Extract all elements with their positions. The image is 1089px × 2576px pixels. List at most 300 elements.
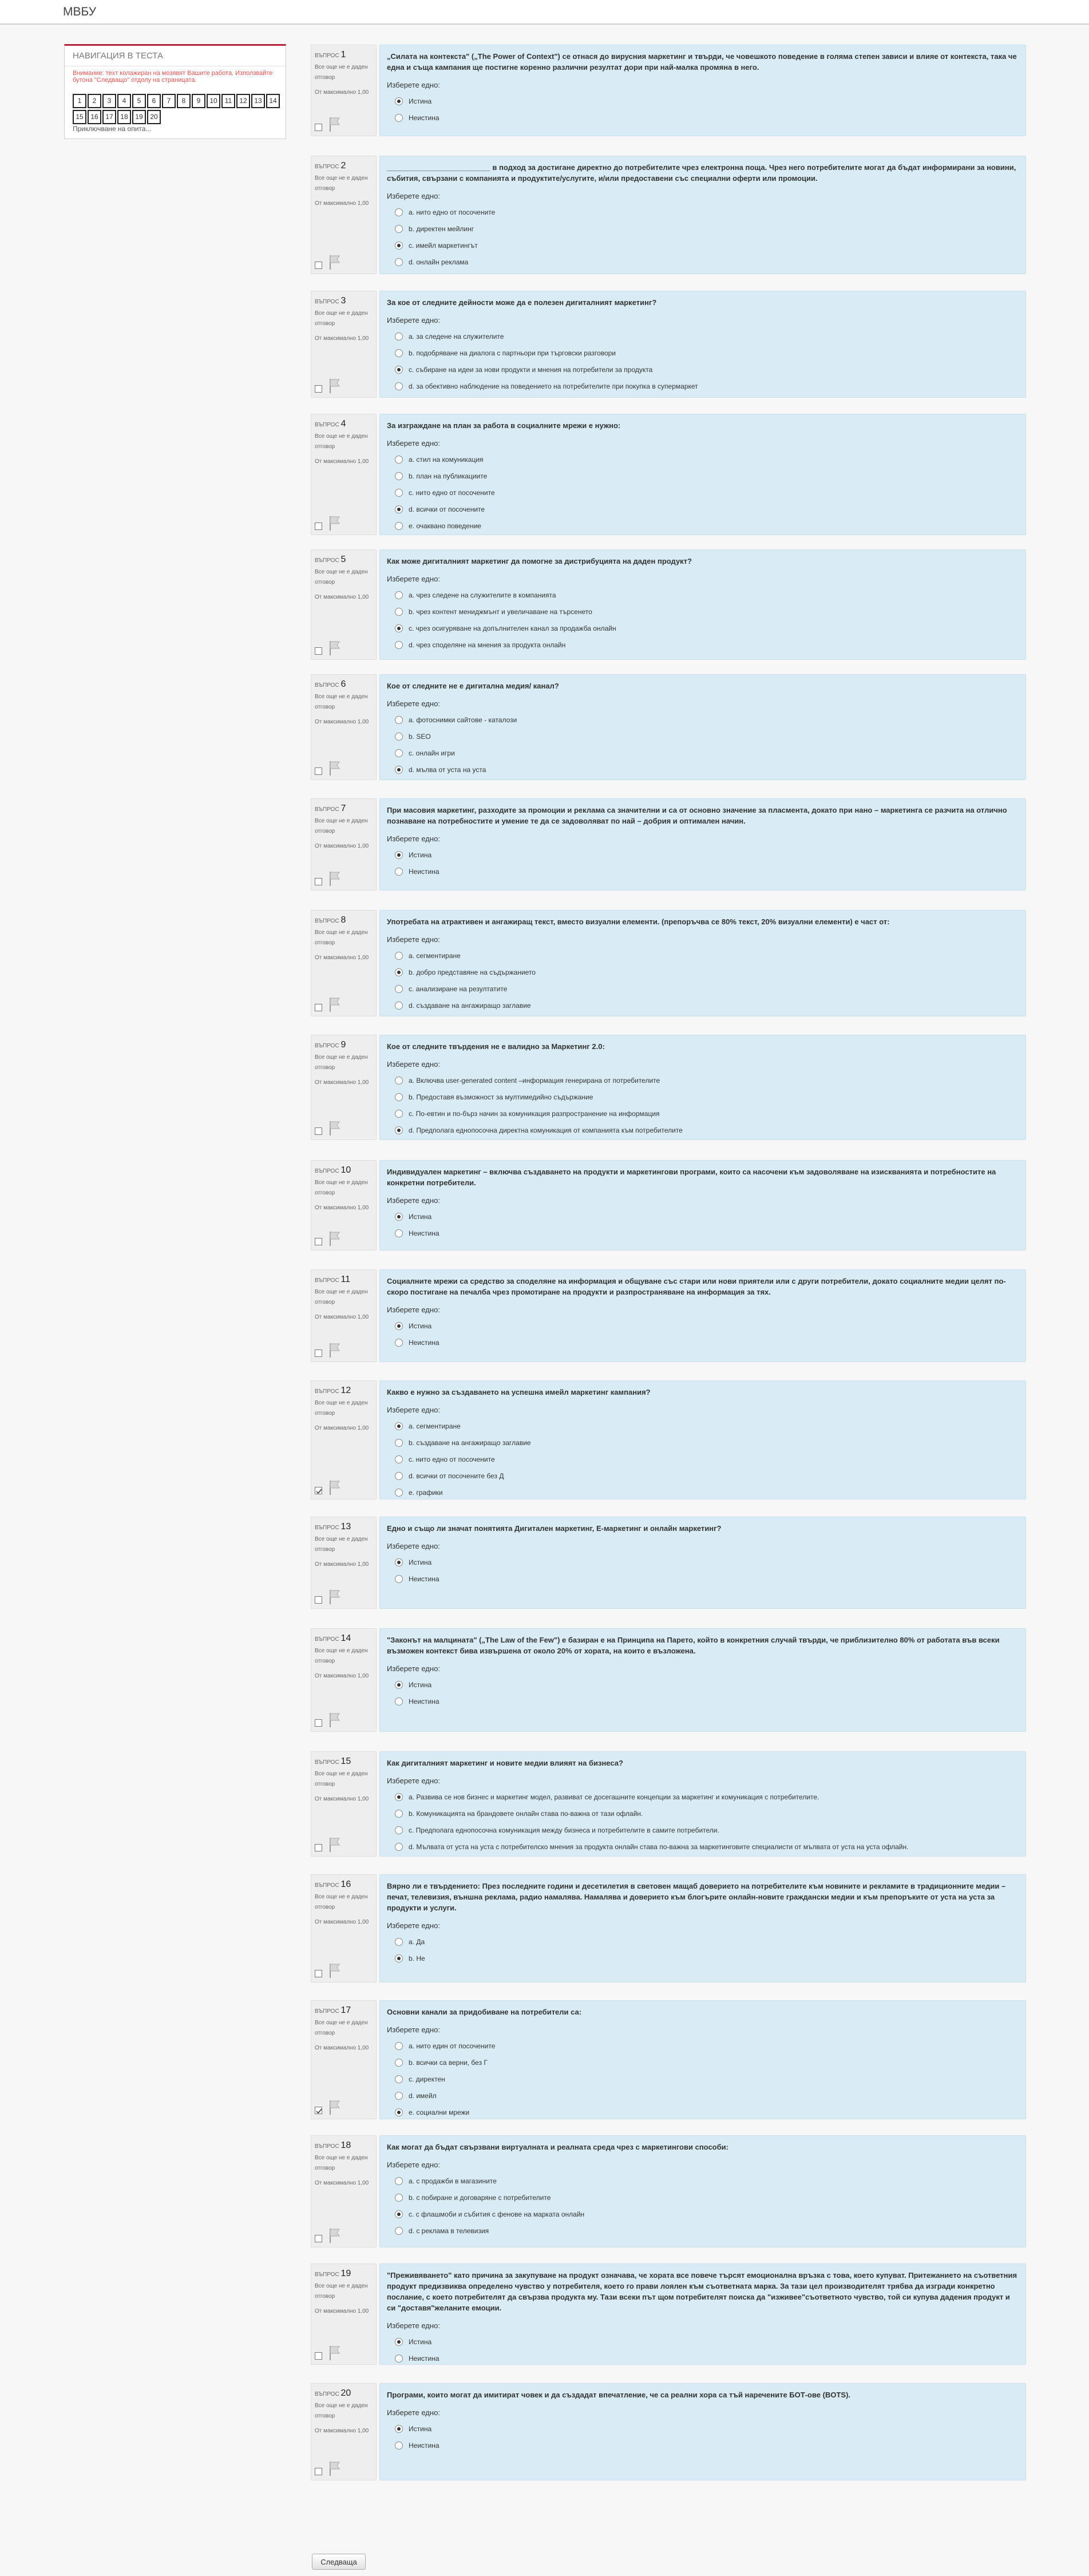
answer-label[interactable]: Неистина xyxy=(409,1338,439,1347)
answer-radio[interactable] xyxy=(395,225,403,233)
question-status: Все още не е даден отговор xyxy=(315,2283,368,2300)
answer-label[interactable]: a. чрез следене на служителите в компанията xyxy=(409,591,556,599)
answer-radio[interactable] xyxy=(395,333,403,341)
answer-list xyxy=(387,2333,1019,2367)
answer-label[interactable]: Неистина xyxy=(409,1229,439,1237)
answer-option[interactable] xyxy=(387,378,1019,394)
flag-icon[interactable] xyxy=(328,760,341,776)
question-nav-button[interactable]: 8 xyxy=(177,94,191,108)
flag-checkbox[interactable] xyxy=(315,385,322,393)
answer-option[interactable] xyxy=(387,1089,1019,1105)
question-nav-button[interactable]: 5 xyxy=(132,94,146,108)
answer-label[interactable]: c. чрез осигуряване на допълнителен канал за продажба онлайн xyxy=(409,624,616,632)
answer-radio[interactable] xyxy=(395,1002,403,1010)
answer-option[interactable] xyxy=(387,1072,1019,1089)
answer-option[interactable] xyxy=(387,1933,1019,1950)
flag-checkbox[interactable] xyxy=(315,1719,322,1727)
answer-option[interactable] xyxy=(387,1788,1019,1805)
answer-radio[interactable] xyxy=(395,1472,403,1480)
answer-option[interactable] xyxy=(387,1822,1019,1838)
flag-checkbox[interactable] xyxy=(315,2235,322,2242)
answer-label[interactable]: d. създаване на ангажиращо заглавие xyxy=(409,1001,531,1010)
answer-list xyxy=(387,947,1019,1014)
answer-radio[interactable] xyxy=(395,258,403,266)
question-max-grade: От максимално 1,00 xyxy=(315,89,369,96)
answer-option[interactable] xyxy=(387,328,1019,345)
answer-radio[interactable] xyxy=(395,208,403,216)
answer-option[interactable] xyxy=(387,745,1019,761)
answer-label[interactable]: d. с реклама в телевизия xyxy=(409,2226,489,2235)
answer-option[interactable] xyxy=(387,109,1019,126)
top-bar xyxy=(0,0,1089,25)
question-content xyxy=(379,2383,1026,2480)
flag-icon[interactable] xyxy=(328,254,341,270)
answer-option[interactable] xyxy=(387,2071,1019,2087)
site-brand[interactable]: МВБУ xyxy=(63,5,97,18)
answer-label[interactable]: c. анализиране на резултатите xyxy=(409,984,508,993)
answer-label[interactable]: b. директен мейлинг xyxy=(409,224,474,233)
flag-checkbox[interactable] xyxy=(315,1238,322,1245)
answer-option[interactable] xyxy=(387,863,1019,880)
answer-label[interactable]: b. план на публикациите xyxy=(409,472,488,480)
answer-label[interactable]: e. социални мрежи xyxy=(409,2108,470,2116)
finish-attempt-link[interactable]: Приключване на опита... xyxy=(73,125,152,133)
answer-radio[interactable] xyxy=(395,749,403,757)
answer-label[interactable]: a. за следене на служителите xyxy=(409,332,504,341)
answer-option[interactable] xyxy=(387,1418,1019,1434)
answer-radio[interactable] xyxy=(395,851,403,859)
answer-label[interactable]: Истина xyxy=(409,850,432,859)
question-nav-button[interactable]: 16 xyxy=(88,110,101,124)
question-max-grade: От максимално 1,00 xyxy=(315,200,369,207)
choose-prompt: Изберете едно: xyxy=(387,935,440,944)
answer-radio[interactable] xyxy=(395,1843,403,1851)
answer-list xyxy=(387,204,1019,270)
answer-label[interactable]: Неистина xyxy=(409,2441,439,2450)
flag-icon[interactable] xyxy=(328,1479,341,1495)
answer-radio[interactable] xyxy=(395,1681,403,1689)
answer-label[interactable]: d. имейл xyxy=(409,2091,437,2100)
choose-prompt: Изберете едно: xyxy=(387,575,440,583)
answer-option[interactable] xyxy=(387,254,1019,270)
question-nav-button[interactable]: 20 xyxy=(147,110,161,124)
answer-label[interactable]: Неистина xyxy=(409,1574,439,1583)
answer-option[interactable] xyxy=(387,2087,1019,2104)
answer-option[interactable] xyxy=(387,1208,1019,1225)
answer-option[interactable] xyxy=(387,761,1019,778)
answer-option[interactable] xyxy=(387,964,1019,980)
flag-icon[interactable] xyxy=(328,870,341,887)
answer-option[interactable] xyxy=(387,603,1019,620)
flag-checkbox[interactable] xyxy=(315,1487,322,1494)
answer-option[interactable] xyxy=(387,361,1019,378)
question-nav-button[interactable]: 18 xyxy=(117,110,131,124)
answer-option[interactable] xyxy=(387,1554,1019,1570)
answer-label[interactable]: d. Предполага еднопосочна директна комуникация от компанията към потребителите xyxy=(409,1126,683,1134)
answer-radio[interactable] xyxy=(395,1093,403,1101)
answer-radio[interactable] xyxy=(395,1339,403,1347)
question-text: Социалните мрежи са средство за споделяне на информация и общуване със стари или нови приятели или с други потребители, докато социалните медии целят по-скоро постигане на печалба чрез промотиране на продукти и разпространяване на информация за тях. xyxy=(387,1277,1006,1296)
flag-icon[interactable] xyxy=(328,1230,341,1247)
answer-label[interactable]: b. всички са верни, без Г xyxy=(409,2058,488,2067)
answer-radio[interactable] xyxy=(395,2355,403,2363)
flag-icon[interactable] xyxy=(328,2099,341,2115)
answer-radio[interactable] xyxy=(395,1954,403,1962)
answer-label[interactable]: Неистина xyxy=(409,1697,439,1706)
answer-option[interactable] xyxy=(387,1467,1019,1484)
question-nav-button[interactable]: 14 xyxy=(266,94,280,108)
answer-radio[interactable] xyxy=(395,1455,403,1463)
question-status: Все още не е даден отговор xyxy=(315,1536,368,1553)
answer-option[interactable] xyxy=(387,1225,1019,1241)
question-nav-button[interactable]: 2 xyxy=(88,94,101,108)
answer-radio[interactable] xyxy=(395,624,403,632)
answer-option[interactable] xyxy=(387,345,1019,361)
question-nav-button[interactable]: 10 xyxy=(207,94,220,108)
answer-label[interactable]: a. сегментиране xyxy=(409,1422,461,1430)
answer-label[interactable]: d. Мълвата от уста на уста с потребителско мнения за продукта онлайн става по-важна за маркетинговите специалисти от мълвата от уста на уста офлайн. xyxy=(409,1842,909,1851)
answer-option[interactable] xyxy=(387,2037,1019,2054)
answer-label[interactable]: a. стил на комуникация xyxy=(409,455,484,464)
answer-option[interactable] xyxy=(387,2350,1019,2367)
answer-radio[interactable] xyxy=(395,522,403,530)
answer-radio[interactable] xyxy=(395,733,403,741)
answer-label[interactable]: b. Не xyxy=(409,1954,425,1962)
question-number-value: 3 xyxy=(340,296,346,306)
flag-icon[interactable] xyxy=(328,2460,341,2476)
answer-option[interactable] xyxy=(387,2054,1019,2071)
answer-label[interactable]: a. Развива се нов бизнес и маркетинг модел, развиват се досегашните концепции за маркетинг и комуникация с потребителите. xyxy=(409,1792,819,1801)
answer-radio[interactable] xyxy=(395,952,403,960)
answer-option[interactable] xyxy=(387,2420,1019,2437)
answer-option[interactable] xyxy=(387,1434,1019,1451)
flag-checkbox[interactable] xyxy=(315,1350,322,1357)
answer-radio[interactable] xyxy=(395,242,403,250)
question-nav-button[interactable]: 7 xyxy=(162,94,176,108)
answer-radio[interactable] xyxy=(395,1229,403,1237)
question-content xyxy=(379,1751,1026,1857)
answer-radio[interactable] xyxy=(395,766,403,774)
answer-label[interactable]: b. Комуникацията на брандовете онлайн става по-важна от тази офлайн. xyxy=(409,1809,643,1818)
answer-option[interactable] xyxy=(387,2222,1019,2239)
question-status: Все още не е даден отговор xyxy=(315,1054,368,1071)
answer-label[interactable]: e. графики xyxy=(409,1488,443,1497)
answer-label[interactable]: d. за обективно наблюдение на поведението на потребителите при покупка в супермаркет xyxy=(409,382,698,390)
answer-radio[interactable] xyxy=(395,2194,403,2202)
question-nav-button[interactable]: 15 xyxy=(73,110,86,124)
answer-label[interactable]: b. с побиране и договаряне с потребителите xyxy=(409,2193,551,2202)
question-max-grade: От максимално 1,00 xyxy=(315,2428,369,2434)
answer-radio[interactable] xyxy=(395,2210,403,2218)
question-nav-button[interactable]: 17 xyxy=(102,110,116,124)
answer-label[interactable]: c. нито едно от посочените xyxy=(409,488,495,497)
answer-radio[interactable] xyxy=(395,114,403,122)
answer-radio[interactable] xyxy=(395,489,403,497)
answer-option[interactable] xyxy=(387,947,1019,964)
answer-label[interactable]: b. SEO xyxy=(409,732,431,741)
answer-label[interactable]: a. Да xyxy=(409,1937,425,1946)
answer-label[interactable]: c. директен xyxy=(409,2075,445,2083)
answer-option[interactable] xyxy=(387,636,1019,653)
question-prefix: ВЪПРОС xyxy=(315,164,339,170)
flag-icon[interactable] xyxy=(328,996,341,1012)
question-number xyxy=(315,161,373,172)
answer-option[interactable] xyxy=(387,1805,1019,1822)
answer-option[interactable] xyxy=(387,1838,1019,1855)
answer-label[interactable]: b. Предоставя възможност за мултимедийно съдържание xyxy=(409,1093,593,1101)
flag-icon[interactable] xyxy=(328,640,341,656)
answer-label[interactable]: a. нито едно от посочените xyxy=(409,208,496,216)
flag-checkbox[interactable] xyxy=(315,2468,322,2475)
answer-label[interactable]: Неистина xyxy=(409,113,439,122)
question-text: Как могат да бъдат свързвани виртуалната и реалната среда чрез с маркетингови способи: xyxy=(387,2143,728,2151)
answer-label[interactable]: b. добро представяне на съдържанието xyxy=(409,968,536,976)
answer-label[interactable]: Истина xyxy=(409,1321,432,1330)
answer-option[interactable] xyxy=(387,711,1019,728)
answer-option[interactable] xyxy=(387,1693,1019,1710)
flag-icon[interactable] xyxy=(328,1962,341,1979)
answer-option[interactable] xyxy=(387,1676,1019,1693)
question-nav-button[interactable]: 1 xyxy=(73,94,86,108)
flag-icon[interactable] xyxy=(328,2345,341,2361)
question-number-value: 4 xyxy=(340,419,346,429)
question-nav-button[interactable]: 9 xyxy=(192,94,205,108)
answer-label[interactable]: a. с продажби в магазините xyxy=(409,2177,497,2185)
flag-checkbox[interactable] xyxy=(315,767,322,775)
flag-checkbox[interactable] xyxy=(315,1970,322,1977)
answer-radio[interactable] xyxy=(395,1697,403,1706)
answer-radio[interactable] xyxy=(395,968,403,976)
answer-label[interactable]: Неистина xyxy=(409,2354,439,2363)
question-content xyxy=(379,2135,1026,2247)
flag-checkbox[interactable] xyxy=(315,1596,322,1604)
answer-label[interactable]: d. всички от посочените без Д xyxy=(409,1471,504,1480)
answer-option[interactable] xyxy=(387,587,1019,603)
answer-option[interactable] xyxy=(387,501,1019,517)
question-max-grade: От максимално 1,00 xyxy=(315,843,369,849)
answer-radio[interactable] xyxy=(395,1422,403,1430)
question-number xyxy=(315,1386,373,1397)
answer-radio[interactable] xyxy=(395,2092,403,2100)
answer-option[interactable] xyxy=(387,1334,1019,1351)
answer-option[interactable] xyxy=(387,2333,1019,2350)
flag-checkbox[interactable] xyxy=(315,1127,322,1135)
flag-checkbox[interactable] xyxy=(315,647,322,655)
answer-radio[interactable] xyxy=(395,1575,403,1583)
answer-label[interactable]: c. имейл маркетингът xyxy=(409,241,478,250)
flag-icon[interactable] xyxy=(328,378,341,394)
question-nav-button[interactable]: 13 xyxy=(251,94,265,108)
answer-radio[interactable] xyxy=(395,1810,403,1818)
question-status: Все още не е даден отговор xyxy=(315,818,368,834)
answer-radio[interactable] xyxy=(395,1213,403,1221)
question-number xyxy=(315,2388,373,2400)
flag-checkbox[interactable] xyxy=(315,878,322,885)
answer-label[interactable]: c. събиране на идеи за нови продукти и мнения на потребители за продукта xyxy=(409,365,653,374)
answer-radio[interactable] xyxy=(395,1322,403,1330)
answer-label[interactable]: d. онлайн реклама xyxy=(409,258,469,266)
question-text: Какво е нужно за създаването на успешна имейл маркетинг кампания? xyxy=(387,1388,651,1396)
answer-radio[interactable] xyxy=(395,1126,403,1134)
flag-checkbox[interactable] xyxy=(315,2107,322,2114)
flag-icon[interactable] xyxy=(328,1342,341,1358)
answer-radio[interactable] xyxy=(395,97,403,105)
question-prefix: ВЪПРОС xyxy=(315,1759,339,1766)
question-max-grade: От максимално 1,00 xyxy=(315,458,369,465)
answer-list xyxy=(387,1554,1019,1587)
answer-radio[interactable] xyxy=(395,608,403,616)
answer-option[interactable] xyxy=(387,220,1019,237)
answer-radio[interactable] xyxy=(395,366,403,374)
answer-option[interactable] xyxy=(387,204,1019,220)
answer-radio[interactable] xyxy=(395,868,403,876)
answer-label[interactable]: Истина xyxy=(409,1212,432,1221)
answer-label[interactable]: c. По-евтин и по-бърз начин за комуникация разпространение на информация xyxy=(409,1109,660,1118)
answer-label[interactable]: a. фотоснимки сайтове - каталози xyxy=(409,715,517,724)
answer-radio[interactable] xyxy=(395,2442,403,2450)
flag-checkbox[interactable] xyxy=(315,124,322,131)
question-content xyxy=(379,1160,1026,1251)
answer-option[interactable] xyxy=(387,484,1019,501)
next-page-button[interactable]: Следваща xyxy=(312,2554,366,2570)
choose-prompt: Изберете едно: xyxy=(387,1921,440,1930)
answer-option[interactable] xyxy=(387,2437,1019,2454)
question-number xyxy=(315,915,373,927)
flag-icon[interactable] xyxy=(328,2227,341,2243)
question-max-grade: От максимално 1,00 xyxy=(315,1673,369,1679)
answer-radio[interactable] xyxy=(395,382,403,390)
answer-option[interactable] xyxy=(387,237,1019,254)
answer-label[interactable]: a. Включва user-generated content –информация генерирана от потребителите xyxy=(409,1076,660,1085)
answer-radio[interactable] xyxy=(395,2338,403,2346)
answer-option[interactable] xyxy=(387,468,1019,484)
answer-label[interactable]: Истина xyxy=(409,2424,432,2433)
flag-checkbox[interactable] xyxy=(315,262,322,269)
answer-label[interactable]: b. подобряване на диалога с партньори при търговски разговори xyxy=(409,349,616,357)
answer-radio[interactable] xyxy=(395,2227,403,2235)
flag-checkbox[interactable] xyxy=(315,1004,322,1011)
answer-option[interactable] xyxy=(387,1451,1019,1467)
answer-option[interactable] xyxy=(387,997,1019,1014)
answer-label[interactable]: b. чрез контент мениджмънт и увеличаване на търсенето xyxy=(409,607,592,616)
question-nav-button[interactable]: 11 xyxy=(221,94,235,108)
flag-checkbox[interactable] xyxy=(315,2352,322,2360)
question-number-value: 9 xyxy=(340,1040,346,1050)
answer-option[interactable] xyxy=(387,620,1019,636)
answer-option[interactable] xyxy=(387,980,1019,997)
answer-option[interactable] xyxy=(387,517,1019,534)
answer-option[interactable] xyxy=(387,2173,1019,2189)
answer-label[interactable]: c. с флашмоби и събития с фенове на марката онлайн xyxy=(409,2210,585,2218)
answer-option[interactable] xyxy=(387,2189,1019,2206)
flag-checkbox[interactable] xyxy=(315,523,322,530)
answer-radio[interactable] xyxy=(395,2059,403,2067)
question-number-value: 20 xyxy=(340,2388,351,2398)
question-nav-button[interactable]: 19 xyxy=(132,110,146,124)
answer-radio[interactable] xyxy=(395,1110,403,1118)
answer-label[interactable]: Истина xyxy=(409,1558,432,1566)
answer-radio[interactable] xyxy=(395,985,403,993)
answer-option[interactable] xyxy=(387,728,1019,745)
answer-option[interactable] xyxy=(387,451,1019,468)
answer-label[interactable]: e. очаквано поведение xyxy=(409,521,481,530)
question-status: Все още не е даден отговор xyxy=(315,64,368,81)
flag-checkbox[interactable] xyxy=(315,1844,322,1851)
answer-label[interactable]: d. чрез споделяне на мнения за продукта онлайн xyxy=(409,640,566,649)
flag-icon[interactable] xyxy=(328,1837,341,1853)
flag-icon[interactable] xyxy=(328,1120,341,1136)
answer-radio[interactable] xyxy=(395,1793,403,1801)
question-max-grade: От максимално 1,00 xyxy=(315,1561,369,1568)
answer-radio[interactable] xyxy=(395,641,403,649)
answer-label[interactable]: a. нито един от посочените xyxy=(409,2041,496,2050)
answer-label[interactable]: Истина xyxy=(409,2337,432,2346)
answer-radio[interactable] xyxy=(395,1826,403,1834)
answer-radio[interactable] xyxy=(395,1439,403,1447)
answer-radio[interactable] xyxy=(395,2042,403,2050)
flag-icon[interactable] xyxy=(328,116,341,132)
answer-radio[interactable] xyxy=(395,591,403,599)
answer-label[interactable]: d. всички от посочените xyxy=(409,505,485,513)
answer-label[interactable]: Истина xyxy=(409,1680,432,1689)
answer-radio[interactable] xyxy=(395,1938,403,1946)
question-nav-button[interactable]: 6 xyxy=(147,94,161,108)
answer-label[interactable]: a. сегментиране xyxy=(409,951,461,960)
answer-label[interactable]: c. онлайн игри xyxy=(409,749,455,757)
answer-label[interactable]: b. създаване на ангажиращо заглавие xyxy=(409,1438,531,1447)
answer-label[interactable]: d. мълва от уста на уста xyxy=(409,765,486,774)
question-nav-button[interactable]: 12 xyxy=(236,94,250,108)
answer-radio[interactable] xyxy=(395,2177,403,2185)
flag-icon[interactable] xyxy=(328,1712,341,1728)
answer-option[interactable] xyxy=(387,93,1019,109)
answer-option[interactable] xyxy=(387,1105,1019,1122)
flag-icon[interactable] xyxy=(328,1589,341,1605)
answer-radio[interactable] xyxy=(395,456,403,464)
answer-option[interactable] xyxy=(387,2206,1019,2222)
question-number-value: 14 xyxy=(340,1633,351,1643)
answer-radio[interactable] xyxy=(395,349,403,357)
answer-radio[interactable] xyxy=(395,1489,403,1497)
answer-label[interactable]: Неистина xyxy=(409,867,439,876)
question-text: "Преживяването" като причина за закупуване на продукт означава, че хората все повече търсят емоционална връзка с това, което купуват. Притежанието на съответния продукт предизвиква определено чувство у потребителя, което го прави лоялен към съответната марка. За тази цел производителят трябва да изгради конкретно послание, с което потребителят да свързва продукта му. Тази всеки път щом потребителят поиска да "изживее"съответното чувство, той си купува дадения продукт и си "доставя"желаните емоции. xyxy=(387,2271,1017,2312)
answer-option[interactable] xyxy=(387,1950,1019,1966)
answer-option[interactable] xyxy=(387,2104,1019,2120)
question-content xyxy=(379,798,1026,891)
question-nav-button[interactable]: 3 xyxy=(102,94,116,108)
flag-icon[interactable] xyxy=(328,515,341,531)
answer-radio[interactable] xyxy=(395,716,403,724)
question-prefix: ВЪПРОС xyxy=(315,2391,339,2397)
answer-option[interactable] xyxy=(387,1484,1019,1501)
answer-option[interactable] xyxy=(387,1317,1019,1334)
answer-radio[interactable] xyxy=(395,2108,403,2116)
answer-label[interactable]: c. Предполага еднопосочна комуникация между бизнеса и потребителите в самите потребители. xyxy=(409,1826,719,1834)
answer-label[interactable]: c. нито едно от посочените xyxy=(409,1455,495,1463)
answer-radio[interactable] xyxy=(395,505,403,513)
question-nav-button[interactable]: 4 xyxy=(117,94,131,108)
answer-radio[interactable] xyxy=(395,2425,403,2433)
answer-radio[interactable] xyxy=(395,472,403,480)
answer-label[interactable]: Истина xyxy=(409,97,432,105)
answer-option[interactable] xyxy=(387,846,1019,863)
choose-prompt: Изберете едно: xyxy=(387,2025,440,2034)
answer-option[interactable] xyxy=(387,1570,1019,1587)
answer-option[interactable] xyxy=(387,1122,1019,1138)
answer-radio[interactable] xyxy=(395,1077,403,1085)
answer-radio[interactable] xyxy=(395,1558,403,1566)
answer-radio[interactable] xyxy=(395,2075,403,2083)
